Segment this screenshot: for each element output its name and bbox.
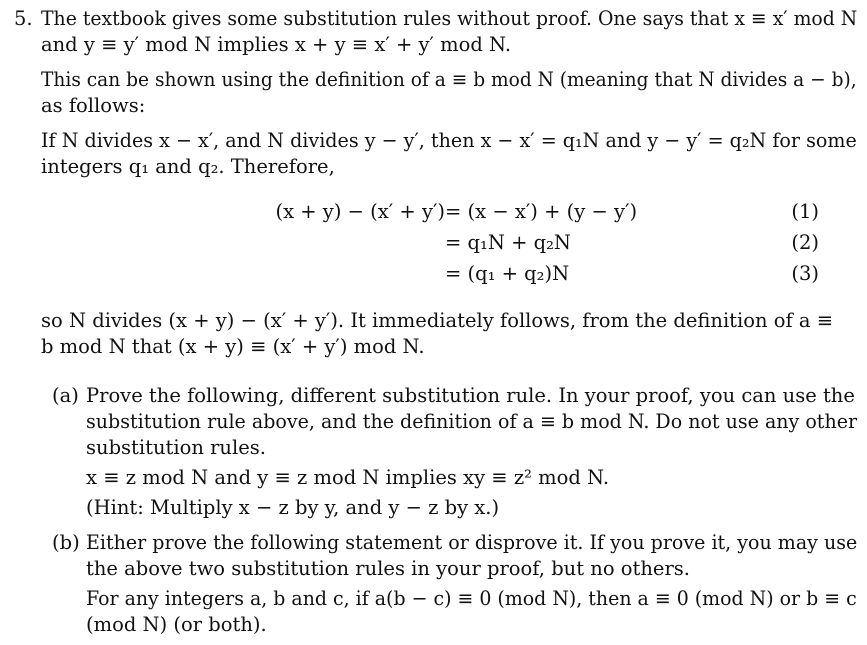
equation-2-rhs: = q₁N + q₂N — [445, 231, 571, 254]
part-b-line-1: Either prove the following statement or disprove it. If you prove it, you may use — [86, 531, 858, 554]
part-b-label: (b) — [52, 531, 80, 554]
intro-line-1: The textbook gives some substitution rules without proof. One says that x ≡ x′ mod N — [41, 7, 858, 30]
part-b-statement-line-2: (mod N) (or both). — [86, 613, 267, 636]
definition-line-2: as follows: — [41, 94, 146, 117]
part-a-line-3: substitution rules. — [86, 436, 266, 459]
intro-line-2: and y ≡ y′ mod N implies x + y ≡ x′ + y′ mod N. — [41, 33, 512, 56]
part-b-statement-line-1: For any integers a, b and c, if a(b − c) ≡ 0 (mod N), then a ≡ 0 (mod N) or b ≡ c — [86, 587, 857, 610]
part-a-label: (a) — [52, 384, 79, 407]
conclusion-line-1: so N divides (x + y) − (x′ + y′). It immediately follows, from the definition of a ≡ — [41, 309, 834, 332]
equation-2-tag: (2) — [791, 231, 819, 254]
proof-line-1: If N divides x − x′, and N divides y − y′, then x − x′ = q₁N and y − y′ = q₂N for some — [41, 129, 857, 152]
conclusion-line-2: b mod N that (x + y) ≡ (x′ + y′) mod N. — [41, 335, 425, 358]
part-a-line-2: substitution rule above, and the definition of a ≡ b mod N. Do not use any other — [86, 410, 858, 433]
equation-3-tag: (3) — [791, 262, 819, 285]
definition-line-1: This can be shown using the definition of a ≡ b mod N (meaning that N divides a − b), — [41, 68, 857, 91]
proof-line-2: integers q₁ and q₂. Therefore, — [41, 155, 335, 178]
equation-1-rhs: = (x − x′) + (y − y′) — [445, 200, 638, 223]
equation-3-rhs: = (q₁ + q₂)N — [445, 262, 570, 285]
part-a-statement: x ≡ z mod N and y ≡ z mod N implies xy ≡ z² mod N. — [86, 466, 610, 489]
part-a-hint: (Hint: Multiply x − z by y, and y − z by x.) — [86, 496, 500, 519]
equation-1-tag: (1) — [791, 200, 819, 223]
problem-number: 5. — [14, 7, 33, 30]
part-a-line-1: Prove the following, different substitution rule. In your proof, you can use the — [86, 384, 855, 407]
equation-1-lhs: (x + y) − (x′ + y′) — [275, 200, 445, 223]
part-b-line-2: the above two substitution rules in your proof, but no others. — [86, 557, 690, 580]
